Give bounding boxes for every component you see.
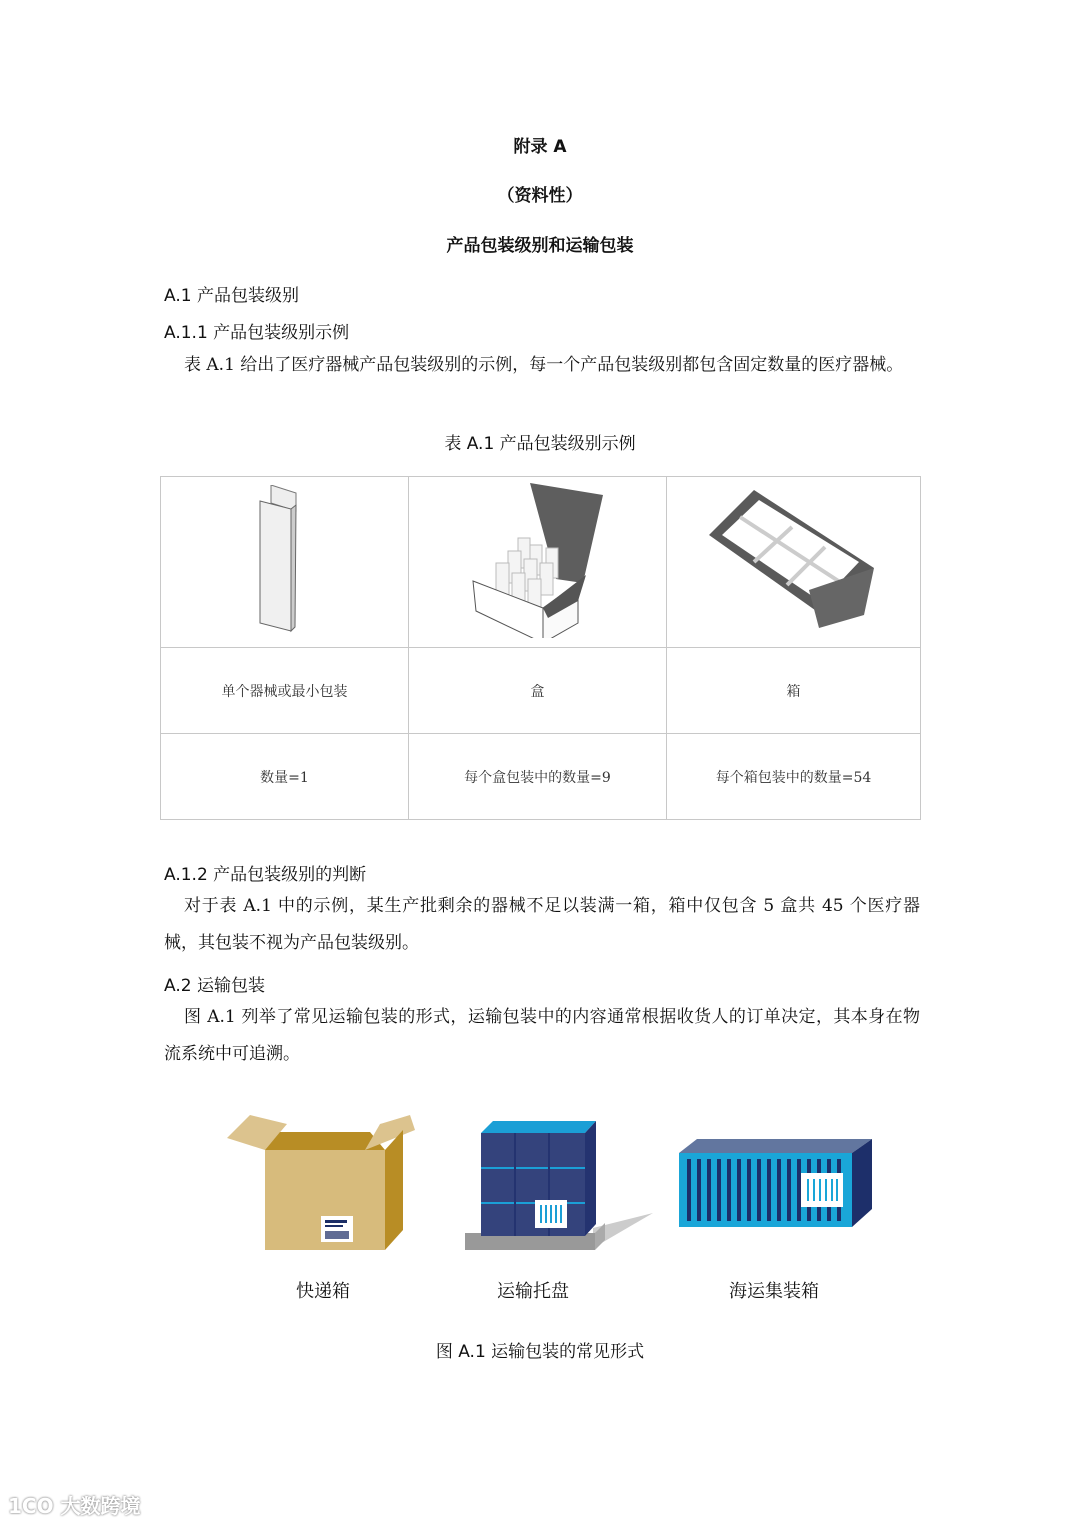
section-a2-text: 图 A.1 列举了常见运输包装的形式，运输包装中的内容通常根据收货人的订单决定，其本身在物流系统中可追溯。: [164, 1007, 920, 1064]
section-a2-heading: A.2 运输包装: [164, 976, 265, 996]
figure-label-container: 海运集装箱: [729, 1281, 819, 1302]
shipping-container-icon: [677, 1137, 874, 1229]
watermark-icon: 1CO: [8, 1494, 61, 1518]
watermark-logo: [8, 1490, 141, 1519]
figure-caption: 图 A.1 运输包装的常见形式: [435, 1342, 645, 1362]
section-a12-heading: A.1.2 产品包装级别的判断: [164, 865, 367, 885]
quantity-cell: 每个盒包装中的数量=9: [409, 734, 667, 820]
case-box-icon: [709, 490, 879, 630]
table-caption: 表 A.1 产品包装级别示例: [444, 434, 636, 454]
section-a1-heading: A.1 产品包装级别: [164, 286, 299, 306]
open-box-icon: [468, 483, 608, 638]
level-cell: 箱: [667, 648, 921, 734]
section-a11-heading: A.1.1 产品包装级别示例: [164, 323, 350, 343]
watermark-text: 大数跨境: [60, 1494, 141, 1518]
level-cell: 盒: [409, 648, 667, 734]
courier-box-icon: [225, 1112, 420, 1254]
level-cell: 单个器械或最小包装: [161, 648, 409, 734]
quantity-cell: 每个箱包装中的数量=54: [667, 734, 921, 820]
single-package-icon: [255, 485, 315, 635]
figure-label-courier-box: 快递箱: [296, 1281, 350, 1302]
section-a12-text: 对于表 A.1 中的示例，某生产批剩余的器械不足以装满一箱，箱中仅包含 5 盒共 45 个医疗器械，其包装不视为产品包装级别。: [164, 896, 920, 953]
appendix-subject: 产品包装级别和运输包装: [446, 236, 634, 256]
appendix-title: 附录 A: [513, 137, 567, 157]
box-image: [409, 477, 667, 648]
single-device-image: [161, 477, 409, 648]
case-image: [667, 477, 921, 648]
section-a11-text: 表 A.1 给出了医疗器械产品包装级别的示例，每一个产品包装级别都包含固定数量的医疗器械。: [184, 355, 904, 375]
pallet-icon: [463, 1118, 653, 1253]
packaging-levels-table: [160, 476, 921, 820]
appendix-type: （资料性）: [497, 186, 583, 206]
quantity-cell: 数量=1: [161, 734, 409, 820]
figure-label-pallet: 运输托盘: [497, 1281, 569, 1302]
